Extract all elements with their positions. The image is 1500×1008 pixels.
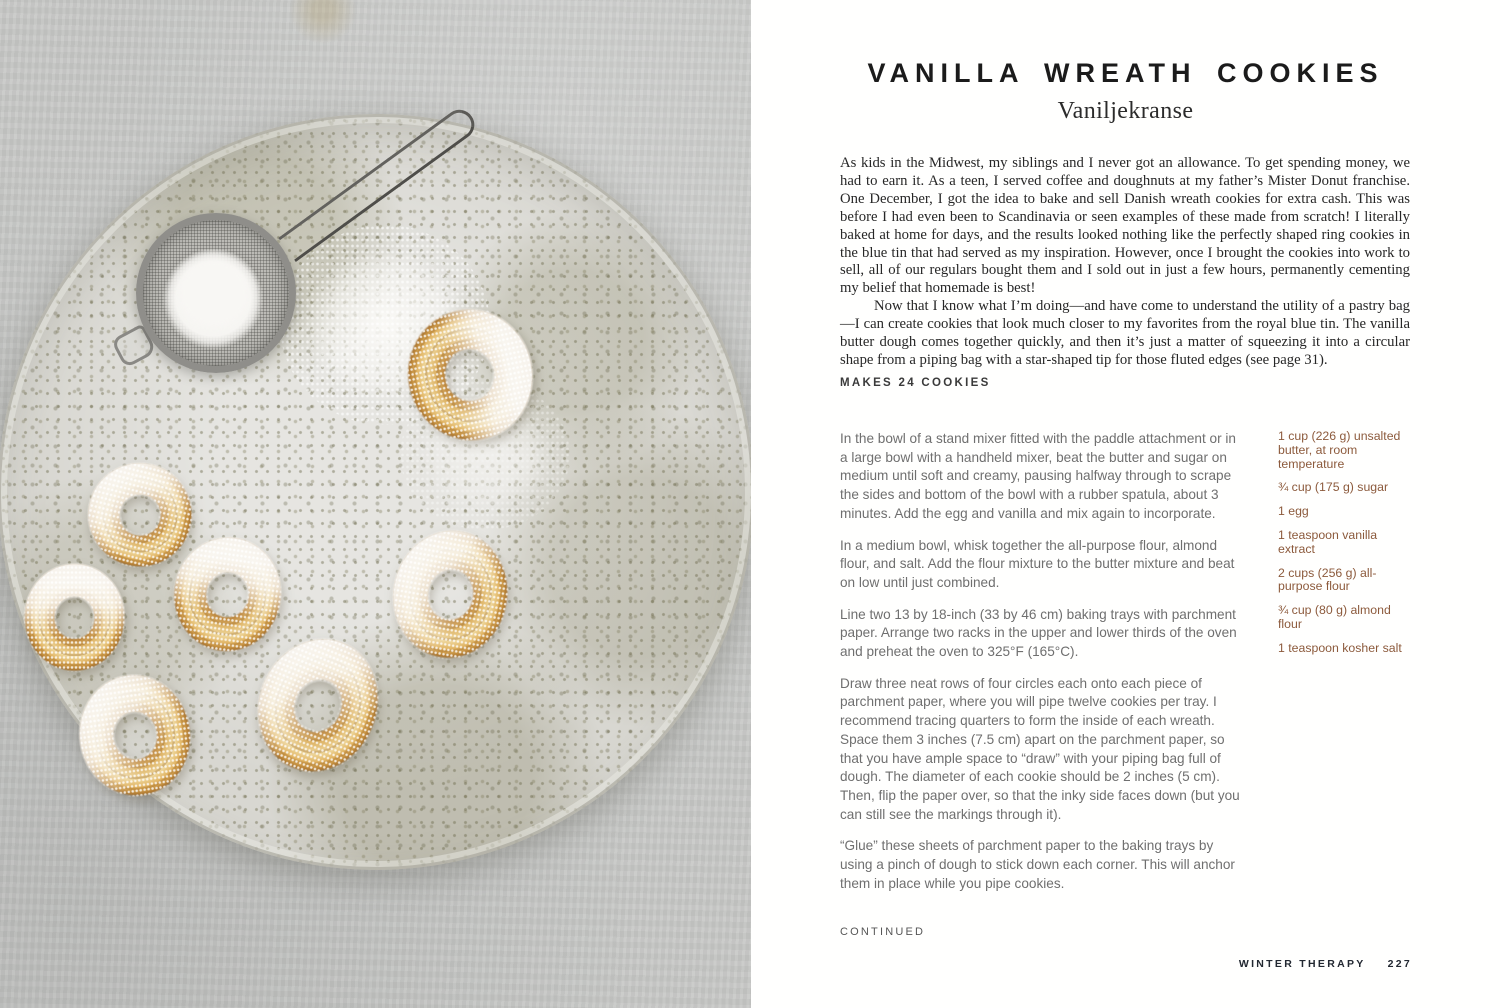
recipe-headnote	[840, 155, 1410, 370]
instruction-step: Draw three neat rows of four circles each onto each piece of parchment paper, where you will pipe twelve cookies per tray. I recommend tracing quarters to form the inside of each wreath. Space them 3 inches (7.5 cm) apart on the parchment paper, so that you have ample space to “draw” with your piping bag full of dough. The diameter of each cookie should be 2 inches (5 cm). Then, flip the paper over, so that the inky side faces down (but you can still see the markings through it).	[840, 675, 1240, 822]
instruction-step: Line two 13 by 18-inch (33 by 46 cm) baking trays with parchment paper. Arrange two racks in the upper and lower thirds of the oven and preheat the oven to 325°F (165°C).	[840, 606, 1237, 660]
instruction-step: In a medium bowl, whisk together the all-purpose flour, almond flour, and salt. Add the flour mixture to the butter mixture and beat on low until just combined.	[840, 537, 1235, 590]
page-footer	[1239, 958, 1412, 970]
ingredient-item: 1 egg	[1278, 504, 1309, 519]
powdered-sugar-pile	[168, 248, 260, 338]
cookie-sugar-coating	[44, 638, 227, 834]
ingredient-item: 1 cup (226 g) unsalted butter, at room temperature	[1278, 429, 1401, 471]
headnote-paragraph: As kids in the Midwest, my siblings and I never got an allowance. To get spending money, we had to earn it. As a teen, I served coffee and doughnuts at my father’s Mister Donut franchise. One December, I got the idea to bake and sell Danish wreath cookies for extra cash. This was before I had even been to Scandinavia or seen examples of these made from scratch! I literally baked at home for days, and the results looked nothing like the perfectly shaped ring cookies in the blue tin that had served as my inspiration. However, once I brought the cookies into work to sell, all of our regulars bought them and I sold out in just a few hours, permanently cementing my belief that homemade is best!	[840, 155, 1410, 297]
instruction-step: In the bowl of a stand mixer fitted with the paddle attachment or in a large bowl with a handheld mixer, beat the butter and sugar on medium until soft and creamy, pausing halfway through to scrape the sides and bottom of the bowl with a rubber spatula, about 3 minutes. Add the egg and vanilla and mix again to incorporate.	[840, 431, 1236, 521]
recipe-subtitle-danish: Vaniljekranse	[1057, 98, 1194, 124]
ingredient-item: 2 cups (256 g) all-purpose flour	[1278, 565, 1377, 594]
page-number: 227	[1387, 958, 1412, 970]
instructions-column	[840, 430, 1242, 942]
ingredients-column	[1278, 430, 1412, 942]
title-block	[751, 58, 1500, 125]
yield-label: MAKES 24 COOKIES	[840, 377, 991, 389]
ingredient-item: 1 teaspoon vanilla extract	[1278, 527, 1378, 556]
recipe-page	[751, 0, 1500, 1008]
chapter-label: WINTER THERAPY	[1238, 958, 1366, 970]
ingredient-item: 1 teaspoon kosher salt	[1278, 640, 1402, 655]
continued-label: CONTINUED	[840, 926, 926, 939]
wreath-cookie	[362, 263, 578, 486]
ingredient-item: ¾ cup (175 g) sugar	[1278, 480, 1389, 495]
cookie-sugar-coating	[362, 263, 578, 486]
recipe-body	[840, 430, 1412, 942]
headnote-paragraph: Now that I know what I’m doing—and have come to understand the utility of a pastry bag—I can create cookies that look much closer to my favorites from the royal blue tin. The vanilla butter dough comes together quickly, and then it’s just a matter of squeezing it into a circular shape from a piping bag with a star-shaped tip for those fluted edges (see page 31).	[840, 298, 1410, 368]
ingredient-item: ¾ cup (80 g) almond flour	[1278, 603, 1391, 631]
wreath-cookie	[44, 638, 227, 834]
recipe-title: VANILLA WREATH COOKIES	[867, 58, 1384, 88]
instruction-step: “Glue” these sheets of parchment paper to the baking trays by using a pinch of dough to stick down each corner. This will anchor them in place while you pipe cookies.	[840, 838, 1235, 891]
